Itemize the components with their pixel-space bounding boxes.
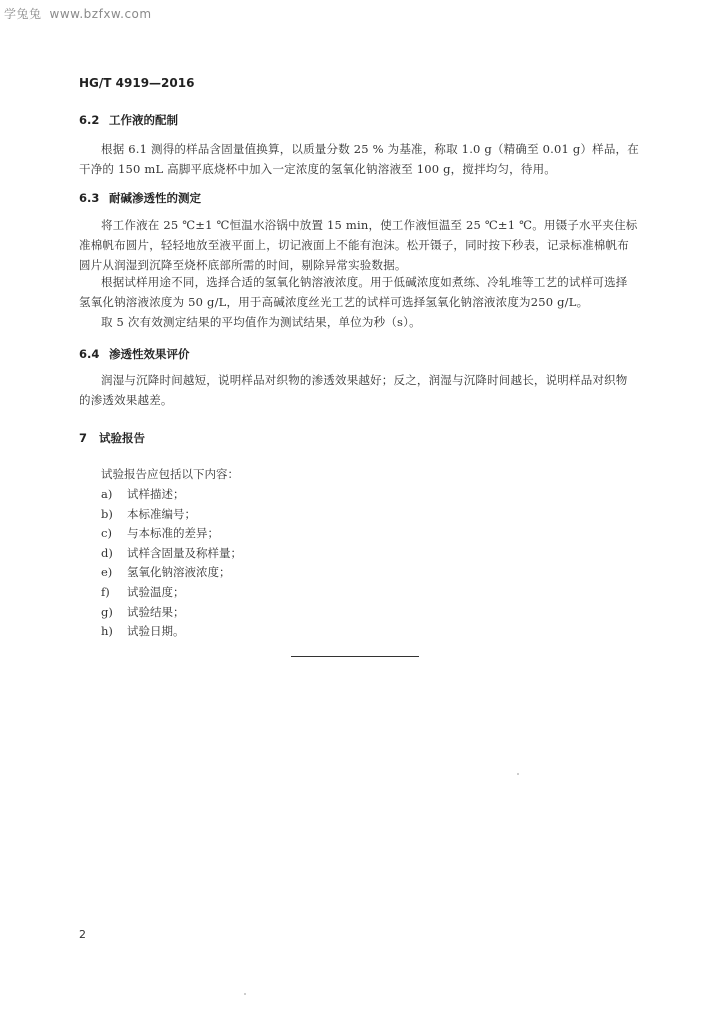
list-item-text: 与本标准的差异；	[127, 526, 219, 541]
section-6-3-heading	[79, 190, 201, 206]
list-item-text: 试验结果；	[127, 604, 185, 619]
section-7-heading	[79, 430, 145, 446]
list-marker: f)	[101, 584, 110, 599]
section-title: 试验报告	[99, 431, 145, 445]
section-6-3-paragraph-1: 将工作液在 25 ℃±1 ℃恒温水浴锅中放置 15 min，使工作液恒温至 25 ℃±1 ℃。用镊子水平夹住标准棉帆布圆片，轻轻地放至液平面上，切记液面上不能有泡沫。松开镊子，同时按下秒表，记录标准棉帆布圆片从润湿到沉降至烧杯底部所需的时间，剔除异常实验数据。	[79, 218, 638, 272]
list-marker: e)	[101, 565, 113, 580]
list-marker: g)	[101, 604, 113, 619]
list-marker: d)	[101, 545, 113, 560]
watermark-url: www.bzfxw.com	[49, 7, 152, 21]
list-item-text: 本标准编号；	[127, 506, 196, 521]
scan-speck	[244, 993, 246, 995]
section-number: 6.2	[79, 113, 100, 127]
standard-number: HG/T 4919—2016	[79, 76, 195, 90]
list-item-text: 氢氧化钠溶液浓度；	[127, 565, 231, 580]
section-6-4-paragraph-1: 润湿与沉降时间越短，说明样品对织物的渗透效果越好；反之，润湿与沉降时间越长，说明样品对织物的渗透效果越差。	[79, 373, 628, 407]
list-item	[101, 506, 242, 526]
list-marker: a)	[101, 487, 113, 501]
section-number: 7	[79, 431, 88, 445]
list-item	[101, 545, 242, 565]
section-title: 工作液的配制	[109, 113, 178, 127]
section-6-3-paragraph-3: 取 5 次有效测定结果的平均值作为测试结果，单位为秒（s）。	[101, 315, 421, 329]
section-title: 渗透性效果评价	[109, 347, 190, 361]
list-item	[101, 584, 242, 604]
report-intro: 试验报告应包括以下内容：	[101, 467, 239, 481]
section-title: 耐碱渗透性的测定	[109, 191, 201, 205]
section-6-3-paragraph-2: 根据试样用途不同，选择合适的氢氧化钠溶液浓度。用于低碱浓度如煮练、冷轧堆等工艺的试样可选择氢氧化钠溶液浓度为 50 g/L，用于高碱浓度丝光工艺的试样可选择氢氧化钠溶液浓度为250 g/L。	[79, 275, 628, 309]
list-item-text: 试样描述；	[127, 487, 185, 501]
list-marker: h)	[101, 624, 113, 639]
section-number: 6.3	[79, 191, 100, 205]
end-rule	[291, 656, 419, 657]
section-6-2-paragraph-1: 根据 6.1 测得的样品含固量值换算，以质量分数 25 % 为基准，称取 1.0 g（精确至 0.01 g）样品，在干净的 150 mL 高脚平底烧杯中加入一定浓度的氢氧化钠溶液至 100 g，搅拌均匀，待用。	[79, 142, 639, 176]
list-item-text: 试验温度；	[127, 584, 185, 599]
list-marker: c)	[101, 526, 112, 541]
list-item	[101, 486, 242, 506]
section-number: 6.4	[79, 347, 100, 361]
section-6-4-heading	[79, 346, 190, 362]
list-item	[101, 604, 242, 624]
report-items-list	[101, 486, 242, 643]
site-watermark	[4, 5, 152, 22]
list-item-text: 试样含固量及称样量；	[127, 545, 242, 560]
section-6-2-heading	[79, 112, 178, 128]
list-item	[101, 564, 242, 584]
list-item	[101, 623, 242, 643]
list-marker: b)	[101, 506, 113, 521]
list-item	[101, 525, 242, 545]
scan-speck	[517, 773, 519, 775]
page-number: 2	[79, 928, 86, 941]
list-item-text: 试验日期。	[127, 624, 185, 639]
watermark-site-name: 学兔兔	[4, 7, 42, 21]
